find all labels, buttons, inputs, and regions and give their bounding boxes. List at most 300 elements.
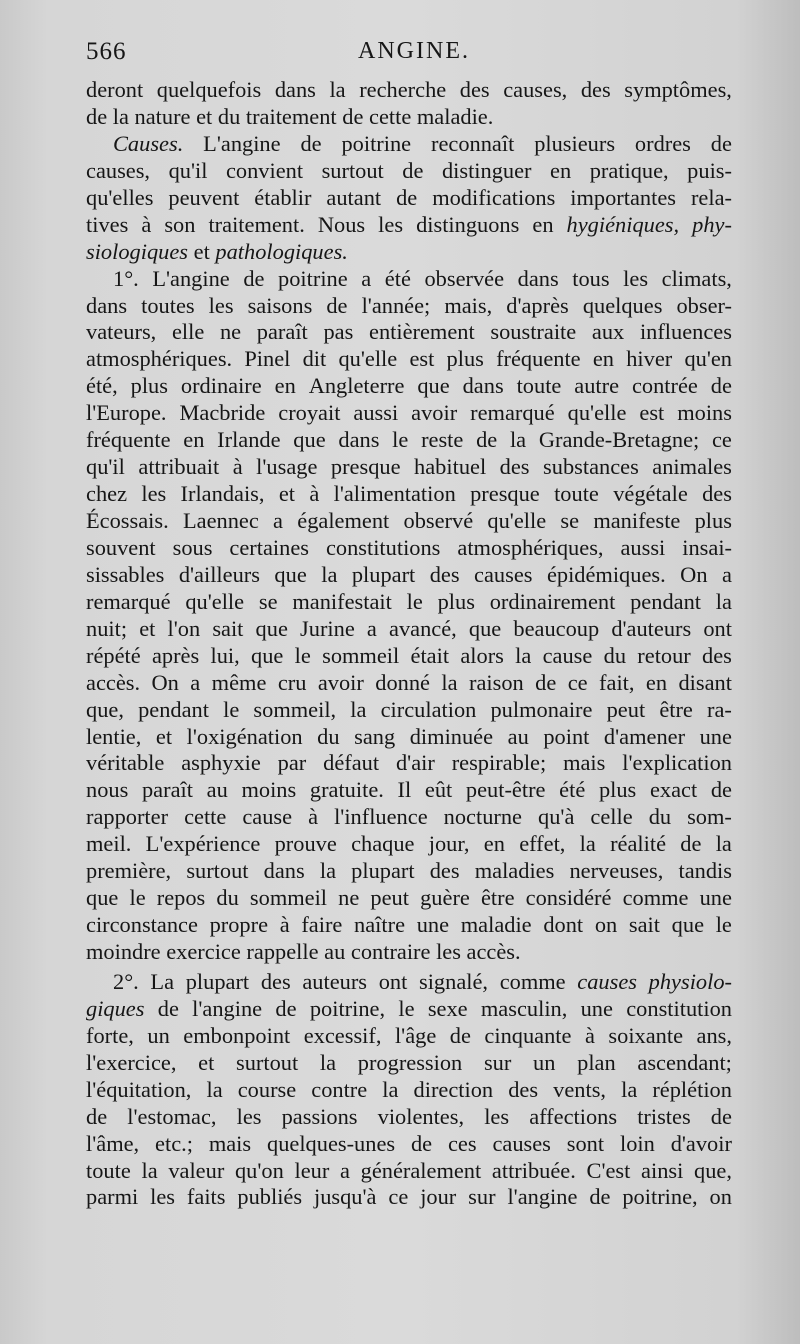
word: de — [449, 1022, 471, 1048]
word: épidémiques. — [546, 561, 666, 587]
word: atmosphériques, — [457, 534, 604, 560]
page-header — [86, 38, 732, 74]
text-line — [86, 293, 732, 320]
word: le — [406, 588, 423, 614]
word: poitrine — [278, 265, 348, 291]
word: faits — [186, 1184, 226, 1210]
word: l'explication — [622, 750, 732, 776]
text-line — [86, 858, 732, 885]
word: observée — [424, 265, 505, 291]
word: de — [275, 995, 297, 1021]
word: de — [157, 995, 179, 1021]
text-line — [86, 508, 732, 535]
word: que — [86, 885, 119, 911]
text-line — [86, 616, 732, 643]
word: que — [293, 427, 326, 453]
word: la — [715, 831, 732, 857]
word: des — [429, 858, 460, 884]
word: Angleterre — [308, 373, 405, 399]
word: sexe — [427, 995, 468, 1021]
word: était — [410, 642, 450, 668]
word: tandis — [678, 858, 732, 884]
word: qu'on — [234, 1157, 284, 1183]
word: autre — [574, 373, 620, 399]
word: de — [326, 292, 348, 318]
word: la — [515, 642, 532, 668]
word: également — [297, 508, 390, 533]
word: et — [278, 481, 295, 507]
word: 2°. — [113, 968, 139, 994]
word: la — [319, 858, 337, 884]
word: d'auteurs — [611, 615, 692, 641]
word: des — [702, 481, 732, 507]
word: insai- — [682, 534, 732, 560]
word: parmi — [86, 1184, 139, 1210]
word: attribuait — [138, 454, 220, 480]
word: publiés — [237, 1184, 303, 1210]
word: jour — [420, 1184, 457, 1210]
word: être — [659, 696, 693, 722]
word: Grande-Bretagne; — [538, 427, 700, 453]
word: excessif, — [303, 1022, 382, 1048]
word: dit — [302, 346, 327, 372]
word: par — [277, 750, 307, 776]
word: plus — [598, 777, 637, 803]
word: la — [715, 588, 732, 614]
word: été — [384, 265, 411, 291]
word: végétale — [613, 481, 688, 507]
word: des — [429, 561, 460, 587]
word: donné — [375, 669, 430, 695]
word: on — [709, 1184, 732, 1210]
word: d'ailleurs — [178, 561, 260, 587]
word: à — [584, 1022, 595, 1048]
word: de — [402, 157, 424, 183]
word: Pinel — [244, 346, 291, 372]
word: moins — [241, 777, 297, 803]
word: ordinairement — [489, 588, 616, 614]
text-line — [86, 1023, 732, 1050]
word: du — [216, 885, 239, 911]
word: On — [151, 669, 179, 695]
word: la — [206, 1076, 223, 1102]
word: autant — [326, 184, 382, 210]
word: causes, — [86, 157, 151, 183]
word: qu'elle — [567, 400, 627, 426]
word: que — [671, 912, 705, 938]
word: dont — [543, 912, 584, 938]
word: toute — [516, 373, 562, 399]
word: et — [193, 238, 210, 264]
text-line — [86, 831, 732, 858]
word: causes — [474, 561, 533, 587]
word: Irlande — [217, 427, 281, 453]
word: de — [710, 1103, 732, 1129]
word: de — [710, 130, 732, 156]
text-line — [86, 77, 732, 104]
word: som- — [687, 804, 732, 830]
text-line — [86, 454, 732, 481]
word: la — [321, 561, 338, 587]
word: qu'elle — [185, 588, 245, 614]
word: raison — [469, 669, 524, 695]
word: la — [141, 1157, 158, 1183]
word: qu'en — [684, 346, 732, 372]
word: disant — [678, 669, 732, 695]
word: paraît — [141, 777, 193, 803]
word: beaucoup — [513, 615, 600, 641]
word: surtout — [236, 1049, 299, 1075]
word: de — [535, 669, 557, 695]
word: mais — [208, 1130, 252, 1156]
word: chaque — [351, 831, 415, 857]
word: en — [592, 346, 614, 372]
word: a — [273, 508, 283, 533]
word: du — [217, 103, 241, 129]
word: lui, — [210, 642, 240, 668]
word: violentes, — [377, 1103, 465, 1129]
word: Nous — [317, 211, 366, 237]
word: de — [396, 184, 418, 210]
word: d'amener — [603, 723, 686, 749]
word: dans — [517, 265, 559, 291]
word: première, — [86, 858, 172, 884]
text-line — [86, 346, 732, 373]
word: la — [441, 669, 458, 695]
word: les — [378, 211, 404, 237]
word: défaut — [323, 750, 380, 776]
word: en — [483, 831, 505, 857]
word: ainsi — [641, 1157, 684, 1183]
word: manifestait — [292, 588, 392, 614]
word: sommeil — [249, 885, 328, 911]
word: à — [279, 912, 290, 938]
word: accès. — [466, 939, 521, 964]
word: sang — [354, 723, 396, 749]
word: une — [416, 912, 450, 938]
word: être — [480, 885, 515, 911]
word: fréquente — [86, 427, 171, 453]
word: peut — [370, 885, 409, 911]
word: soixante — [608, 1022, 684, 1048]
word: symptômes, — [624, 77, 732, 102]
word: traitement — [245, 103, 337, 129]
word: circulation — [380, 696, 477, 722]
word: etc.; — [155, 1130, 193, 1156]
word: les — [150, 1184, 176, 1210]
word: phy- — [692, 211, 732, 237]
word: peut-être — [465, 777, 546, 803]
word: des — [459, 77, 490, 102]
word: nuit; — [86, 615, 128, 641]
word: moindre — [86, 939, 161, 964]
text-line — [86, 724, 732, 751]
word: fait, — [599, 669, 635, 695]
word: à — [308, 804, 319, 830]
word: modifications — [432, 184, 556, 210]
text-line — [86, 212, 732, 239]
word: l'Europe. — [86, 400, 167, 426]
text-line — [86, 1050, 732, 1077]
word: que — [274, 561, 307, 587]
running-head: ANGINE. — [358, 38, 470, 64]
word: est — [409, 346, 435, 372]
word: ne — [338, 885, 360, 911]
word: respirable; — [451, 750, 547, 776]
word: climats, — [661, 265, 732, 291]
word: qu'il — [168, 157, 208, 183]
word: et — [198, 1049, 215, 1075]
word: alors — [460, 642, 504, 668]
word: plus — [694, 508, 732, 533]
word: la — [509, 427, 527, 453]
word: toute — [554, 481, 599, 507]
word: lentie, — [86, 723, 142, 749]
body-text — [86, 77, 732, 1211]
word: course — [237, 1076, 297, 1102]
word: comme — [499, 968, 566, 994]
word: rappelle — [246, 939, 319, 964]
word: la — [319, 1049, 337, 1075]
word: de — [589, 1184, 611, 1210]
word: ce — [567, 669, 588, 695]
word: dans — [263, 858, 305, 884]
word: ne — [219, 319, 242, 345]
text-line — [86, 185, 732, 212]
word: attribuée. — [491, 1157, 576, 1183]
word: d'air — [395, 750, 435, 776]
word: quelquefois — [156, 77, 262, 102]
word: plupart — [351, 561, 416, 587]
word: Macbride — [179, 400, 266, 426]
word: L'angine — [203, 130, 281, 156]
word: animales — [652, 454, 732, 480]
word: des — [499, 454, 530, 480]
text-line — [86, 158, 732, 185]
word: d'avoir — [670, 1130, 732, 1156]
word: que — [417, 373, 450, 399]
word: celle — [590, 804, 633, 830]
word: sous — [172, 534, 213, 560]
word: considéré — [525, 885, 612, 911]
word: 1°. — [113, 265, 139, 291]
word: avoir — [317, 669, 364, 695]
word: causes, — [503, 77, 568, 102]
word: plan — [577, 1049, 616, 1075]
word: contraire — [350, 939, 431, 964]
word: observé — [403, 508, 474, 533]
word: remarqué — [470, 400, 555, 426]
word: auteurs — [302, 968, 368, 994]
text-line — [86, 104, 732, 131]
word: remarqué — [86, 588, 171, 614]
text-line — [86, 885, 732, 912]
word: que — [255, 615, 288, 641]
word: constitution — [626, 995, 732, 1021]
word: leur — [294, 1157, 330, 1183]
word: l'angine — [507, 1184, 578, 1210]
word: l'âge — [394, 1022, 437, 1048]
word: rapporter — [86, 804, 169, 830]
word: et — [196, 103, 213, 129]
word: ans, — [696, 1022, 732, 1048]
word: et — [139, 615, 156, 641]
word: paraît — [256, 319, 308, 345]
word: a — [190, 669, 201, 695]
word: pendant — [630, 588, 701, 614]
word: causes — [577, 968, 637, 994]
word: nocturne — [443, 804, 522, 830]
word: qu'à — [538, 804, 575, 830]
word: même — [211, 669, 267, 695]
text-line — [86, 643, 732, 670]
word: poitrine — [341, 130, 412, 156]
text-line — [86, 996, 732, 1023]
text-line — [86, 1131, 732, 1158]
word: la — [382, 1076, 399, 1102]
word: plupart — [351, 858, 415, 884]
word: se — [258, 588, 278, 614]
word: repos — [156, 885, 206, 911]
word: d'après — [506, 292, 569, 318]
word: sur — [468, 1184, 496, 1210]
word: toute — [86, 1157, 131, 1183]
word: moins — [677, 400, 732, 426]
word: influences — [639, 319, 732, 345]
word: poitrine, — [309, 995, 386, 1021]
word: des — [580, 77, 611, 102]
word: naître — [354, 912, 406, 938]
word: C'est — [586, 1157, 631, 1183]
text-line — [86, 912, 732, 939]
word: à — [232, 454, 243, 480]
word: hygiéniques, — [566, 211, 680, 237]
word: maladie — [460, 912, 532, 938]
word: dans — [86, 292, 128, 318]
word: établir — [254, 184, 312, 210]
word: la — [350, 696, 367, 722]
word: Il — [397, 777, 412, 803]
word: cru — [277, 669, 307, 695]
word: en — [532, 211, 554, 237]
word: souvent — [86, 534, 156, 560]
text-line — [86, 804, 732, 831]
word: de — [476, 427, 498, 453]
word: des — [702, 642, 732, 668]
word: L'angine — [152, 265, 230, 291]
text-line — [86, 697, 732, 724]
word: hiver — [626, 346, 673, 372]
word: des — [260, 968, 291, 994]
word: la — [329, 77, 346, 102]
word: poitrine, — [622, 1184, 698, 1210]
word: en — [550, 157, 572, 183]
word: nature — [134, 103, 191, 129]
word: constitutions — [325, 534, 441, 560]
word: a — [721, 561, 732, 587]
word: été — [559, 777, 586, 803]
word: pulmonaire — [490, 696, 593, 722]
word: aussi — [353, 400, 399, 426]
text-line — [86, 589, 732, 616]
word: les — [236, 1103, 262, 1129]
word: direction — [413, 1076, 494, 1102]
text-line — [86, 670, 732, 697]
word: ces — [447, 1130, 477, 1156]
word: le — [294, 642, 311, 668]
word: a — [366, 615, 377, 641]
word: Laennec — [182, 508, 259, 533]
word: saisons — [247, 292, 313, 318]
text-line — [86, 1158, 732, 1185]
word: tives — [86, 211, 129, 237]
word: le — [392, 427, 409, 453]
word: reste — [421, 427, 464, 453]
word: aussi — [620, 534, 666, 560]
word: sait — [212, 615, 244, 641]
word: la — [621, 1076, 638, 1102]
word: de — [680, 831, 702, 857]
word: que — [251, 642, 284, 668]
word: qu'il — [86, 454, 125, 480]
word: giques — [86, 995, 145, 1021]
word: progression — [357, 1049, 463, 1075]
word: point — [543, 723, 590, 749]
word: exact — [649, 777, 698, 803]
text-line — [86, 969, 732, 996]
word: en — [183, 427, 205, 453]
word: cette — [184, 804, 227, 830]
word: peut — [606, 696, 646, 722]
word: en — [645, 669, 668, 695]
word: exercice — [166, 939, 241, 964]
word: l'équitation, — [86, 1076, 192, 1102]
word: fréquente — [496, 346, 581, 372]
word: du — [648, 804, 672, 830]
text-line — [86, 319, 732, 346]
word: une — [699, 885, 732, 911]
word: meil. — [86, 831, 132, 857]
word: loin — [619, 1130, 655, 1156]
word: soustraite — [490, 319, 577, 345]
word: cause — [242, 804, 293, 830]
word: été, — [86, 373, 118, 399]
word: croyait — [278, 400, 341, 426]
word: rela- — [690, 184, 732, 210]
word: au — [324, 939, 346, 964]
word: un — [533, 1049, 556, 1075]
word: tous — [572, 265, 610, 291]
word: retour — [637, 642, 691, 668]
word: accès. — [86, 669, 141, 695]
word: nous — [86, 777, 129, 803]
word: les — [141, 481, 167, 507]
word: chez — [86, 481, 128, 507]
page-number: 566 — [86, 38, 127, 65]
word: Écossais. — [86, 508, 169, 533]
word: que, — [86, 696, 124, 722]
word: le — [398, 995, 415, 1021]
word: le — [715, 912, 732, 938]
word: de — [86, 103, 108, 129]
word: à — [141, 211, 152, 237]
word: surtout — [186, 858, 249, 884]
word: au — [206, 777, 228, 803]
word: pathologiques. — [215, 238, 348, 264]
text-line — [86, 1184, 732, 1211]
word: de — [342, 103, 364, 129]
word: dans — [462, 373, 504, 399]
